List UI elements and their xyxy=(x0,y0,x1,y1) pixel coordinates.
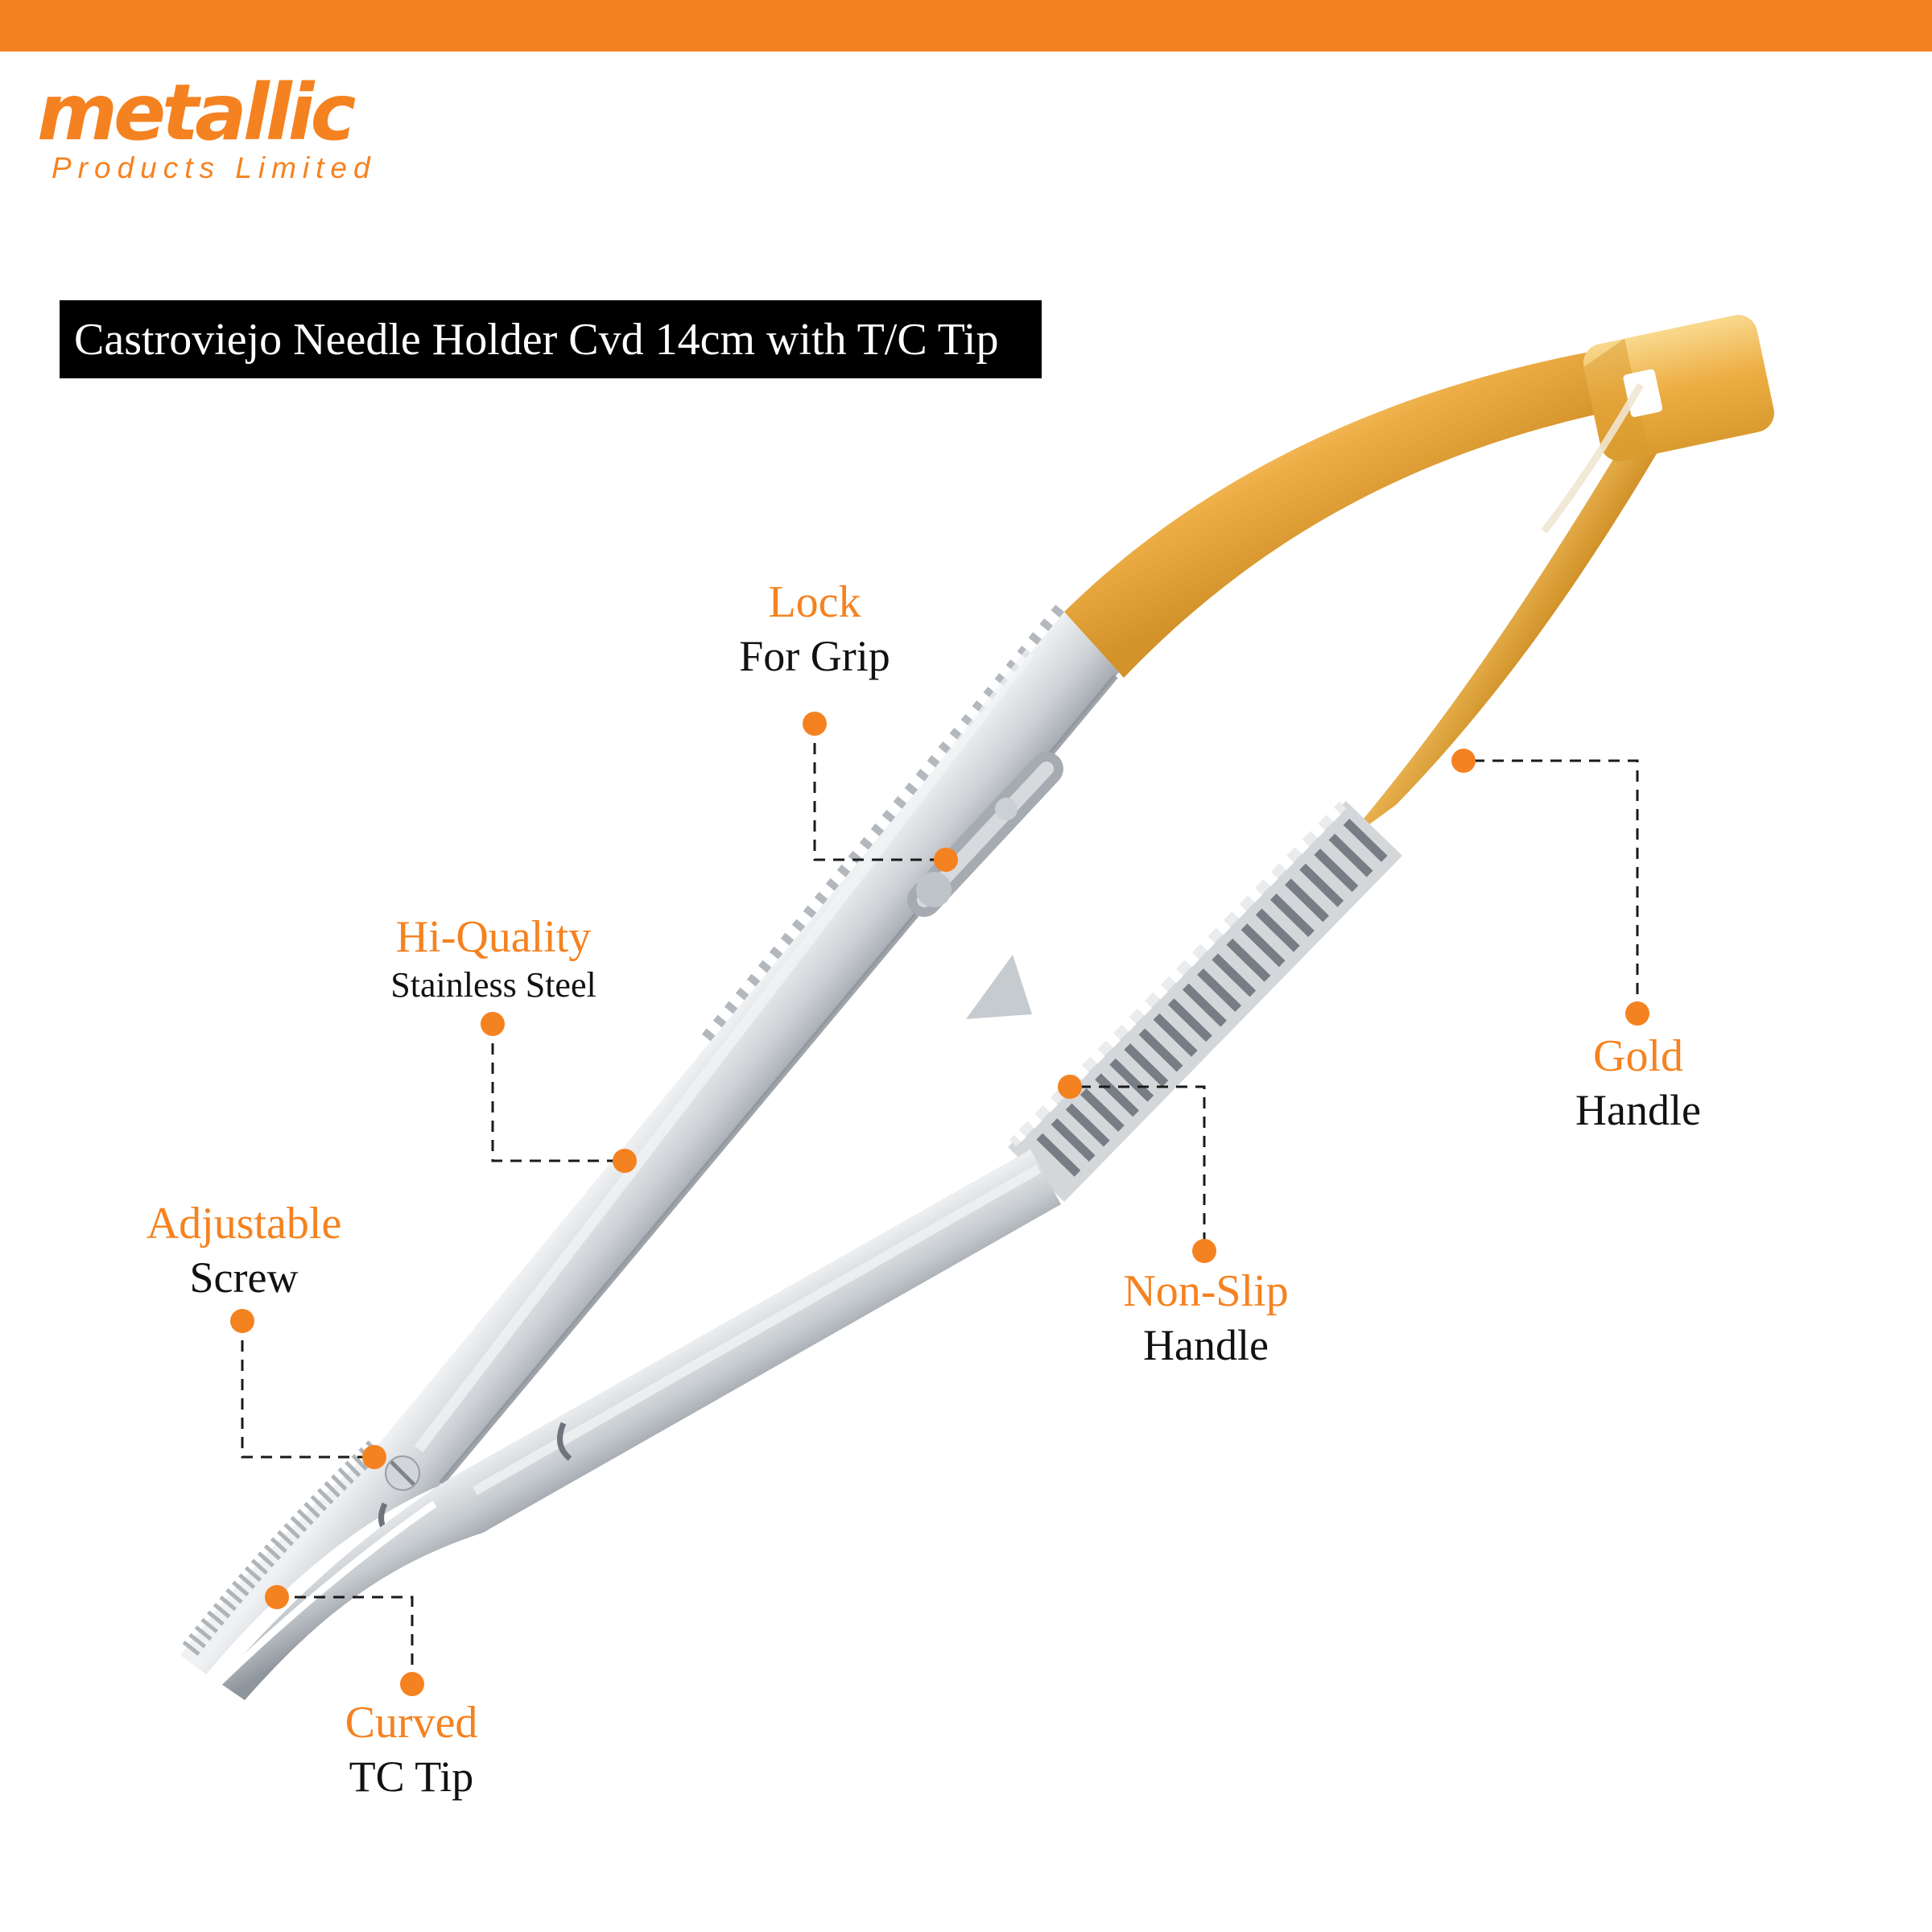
gold-band-upper xyxy=(1064,342,1665,678)
brand-logo-wordmark: metallic xyxy=(37,68,353,158)
callout-gold-subtitle: Handle xyxy=(1575,1086,1701,1134)
callout-gold-title: Gold xyxy=(1593,1031,1683,1081)
callout-lock-title: Lock xyxy=(768,577,861,627)
callout-non-slip xyxy=(1123,1265,1288,1373)
leader-quality xyxy=(493,1024,615,1161)
dot-gold-target xyxy=(1451,749,1476,773)
callout-adjustable xyxy=(147,1198,342,1306)
callout-gold xyxy=(1575,1030,1701,1138)
dot-quality-label xyxy=(481,1012,505,1036)
callout-hi-quality-subtitle: Stainless Steel xyxy=(390,965,597,1005)
callout-adjustable-subtitle: Screw xyxy=(189,1253,299,1302)
callout-lock xyxy=(739,576,890,684)
dot-nonslip-target xyxy=(1058,1075,1082,1099)
dot-curved-target xyxy=(265,1585,289,1609)
upper-arm xyxy=(180,609,1119,1674)
dot-lock-label xyxy=(803,712,827,736)
callout-curved-title: Curved xyxy=(345,1698,478,1748)
leader-gold xyxy=(1473,761,1637,1004)
callout-curved-subtitle: TC Tip xyxy=(349,1752,474,1801)
dot-gold-label xyxy=(1625,1001,1649,1026)
dot-nonslip-label xyxy=(1192,1239,1216,1263)
callout-adjustable-title: Adjustable xyxy=(146,1199,342,1249)
dot-adjustable-label xyxy=(230,1309,254,1333)
callout-curved xyxy=(345,1697,478,1805)
callout-hi-quality xyxy=(390,911,596,1008)
dot-lock-target xyxy=(934,848,958,872)
product-title: Castroviejo Needle Holder Cvd 14cm with T/C Tip xyxy=(74,314,999,365)
leader-adjustable xyxy=(242,1321,365,1457)
callout-lock-subtitle: For Grip xyxy=(739,632,890,680)
callout-hi-quality-title: Hi-Quality xyxy=(395,912,592,962)
callout-non-slip-title: Non-Slip xyxy=(1123,1266,1289,1316)
gold-spring-handle xyxy=(1064,312,1777,844)
brand-tagline: Products Limited xyxy=(52,151,377,184)
catch-prong xyxy=(966,955,1032,1019)
dot-quality-target xyxy=(613,1149,637,1173)
dot-adjustable-target xyxy=(362,1445,386,1469)
callout-non-slip-subtitle: Handle xyxy=(1143,1321,1269,1369)
dot-curved-label xyxy=(400,1672,424,1696)
adjusting-screw xyxy=(386,1456,419,1490)
